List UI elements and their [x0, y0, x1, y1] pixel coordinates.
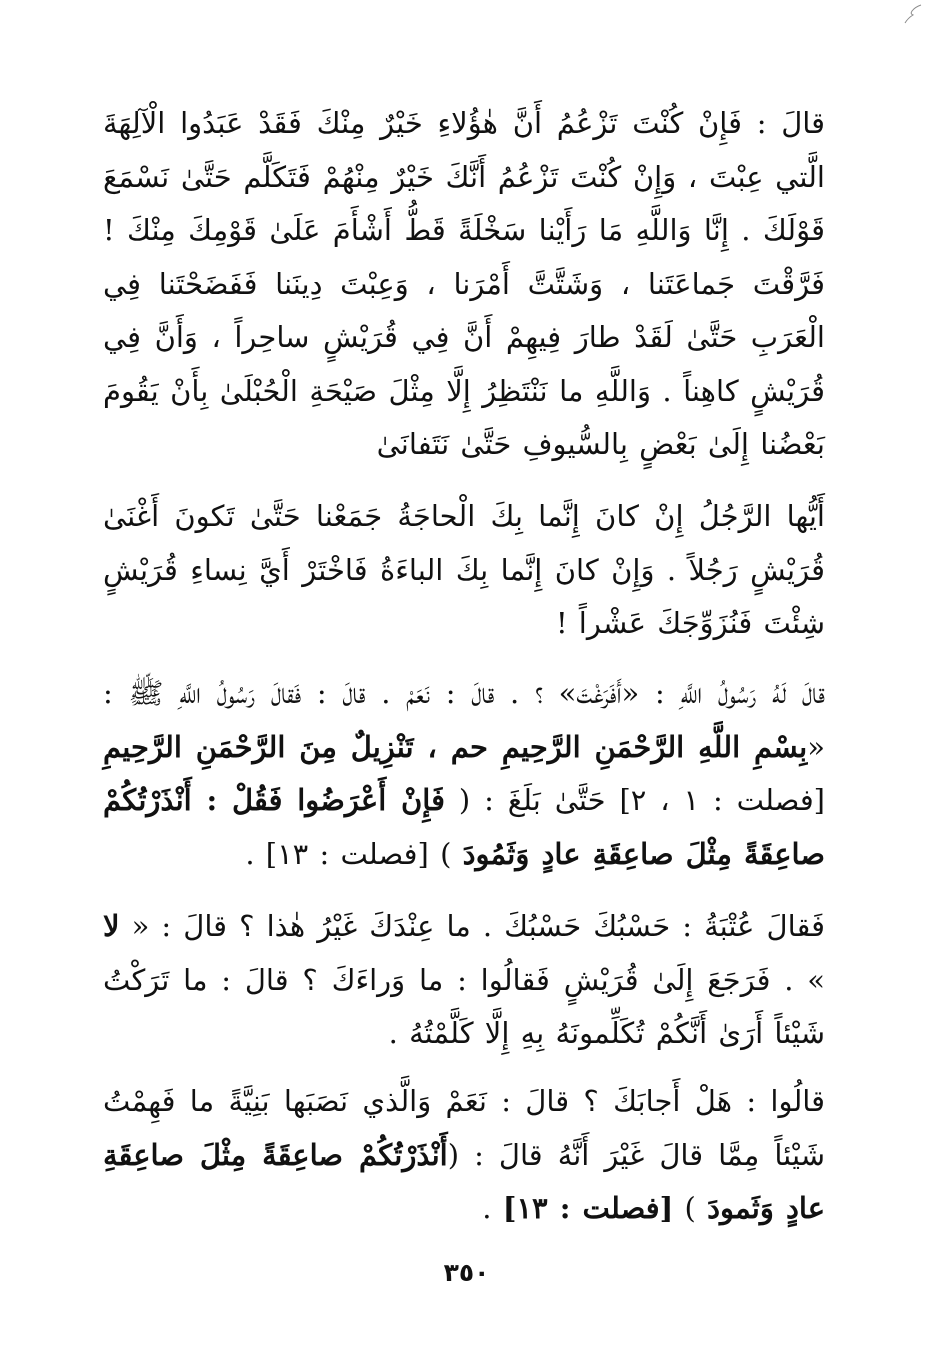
paragraph-1 — [103, 97, 825, 472]
paragraph-3-quran-quote-a: بِسْمِ اللَّهِ الرَّحْمَنِ الرَّحِيمِ حم ، تَنْزِيلٌ مِنَ الرَّحْمَنِ الرَّحِيمِ — [103, 729, 808, 764]
paragraph-4-text-a: فَقالَ عُتْبَةُ : حَسْبُكَ حَسْبُكَ . ما عِنْدَكَ غَيْرُ هٰذا ؟ قالَ : « — [119, 909, 825, 943]
corner-scribble-mark — [901, 4, 923, 30]
page-number: ٣٥٠ — [443, 1258, 490, 1287]
paragraph-2 — [103, 490, 825, 651]
paragraph-5-citation: [فصلت : ١٣] — [502, 1191, 674, 1225]
paragraph-5-text-c: . — [482, 1191, 503, 1225]
paragraph-3-text-a: قالَ لَهُ رَسُولُ اللَّهِ : «أَفَرَغْتَ» ؟ . قالَ : نَعَمْ . قالَ : فَقالَ رَسُولُ اللَّهِ ﷺ : « — [103, 676, 825, 764]
paragraph-3-text-b: [فصلت : ١ ، ٢] حَتَّىٰ بَلَغَ : ( — [445, 783, 825, 817]
paragraph-2-text: أَيُّها الرَّجُلُ إِنْ كانَ إِنَّما بِكَ الْحاجَةُ جَمَعْنا حَتَّىٰ تَكونَ أَغْنَىٰ قُرَيْشٍ رَجُلاً . وَإِنْ كانَ إِنَّما بِكَ الباءَةُ فَاخْتَرْ أَيَّ نِساءِ قُرَيْشٍ شِئْتَ فَنُزَوِّجَكَ عَشْراً ! — [103, 499, 825, 640]
paragraph-3-text-c: ) [فصلت : ١٣] . — [245, 836, 463, 871]
paragraph-5-quran-quote: أَنْذَرْتُكُمْ صاعِقَةً مِثْلَ صاعِقَةِ عادٍ وَثَمودَ — [103, 1137, 825, 1225]
paragraph-5-text-b: ) — [673, 1191, 708, 1225]
paragraph-3 — [103, 667, 825, 881]
paragraph-4 — [103, 900, 825, 1061]
paragraph-5-text-a: قالُوا : هَلْ أَجابَكَ ؟ قالَ : نَعَمْ وَالَّذي نَصَبَها بَنِيَّةً ما فَهِمْتُ شَيْئاً مِمَّا قالَ غَيْرَ أَنَّهُ قالَ : ( — [103, 1084, 825, 1172]
paragraph-5 — [103, 1075, 825, 1236]
paragraph-1-text: قالَ : فَإِنْ كُنْتَ تَزْعُمُ أَنَّ هٰؤُلاءِ خَيْرٌ مِنْكَ فَقَدْ عَبَدُوا الْآلِهَةَ الَّتي عِبْتَ ، وَإِنْ كُنْتَ تَزْعُمُ أَنَّكَ خَيْرٌ مِنْهُمْ فَتَكَلَّم حَتَّىٰ نَسْمَعَ قَوْلَكَ . إِنَّا وَاللَّهِ مَا رَأَيْنا سَخْلَةً قَطُّ أَشْأَمَ عَلَىٰ قَوْمِكَ مِنْكَ ! فَرَّقْتَ جَماعَتَنا ، وَشَتَّتَّ أَمْرَنا ، وَعِبْتَ دِينَنا فَفَضَحْتَنا فِي الْعَرَبِ حَتَّىٰ لَقَدْ طارَ فِيهِمْ أَنَّ فِي قُرَيْشٍ ساحِراً ، وَأَنَّ فِي قُرَيْشٍ كاهِناً . وَاللَّهِ ما نَنْتَظِرُ إِلَّا مِثْلَ صَيْحَةِ الْحُبْلَىٰ بِأَنْ يَقُومَ بَعْضُنا إِلَىٰ بَعْضٍ بِالسُّيوفِ حَتَّىٰ نَتَفانَىٰ — [103, 106, 825, 461]
paragraph-3-quran-quote-b: فَإِنْ أَعْرَضُوا فَقُلْ : أَنْذَرْتُكُمْ صاعِقَةً مِثْلَ صاعِقَةِ عادٍ وَثَمُودَ — [103, 783, 825, 871]
paragraph-4-quote: لا — [103, 909, 120, 943]
paragraph-4-text-b: » . فَرَجَعَ إِلَىٰ قُرَيْشٍ فَقالُوا : ما وَراءَكَ ؟ قالَ : ما تَرَكْتُ شَيْئاً أَرَىٰ أَنَّكُمْ تُكَلِّمونَهُ بِهِ إِلَّا كَلَّمْتُهُ . — [103, 962, 825, 1050]
